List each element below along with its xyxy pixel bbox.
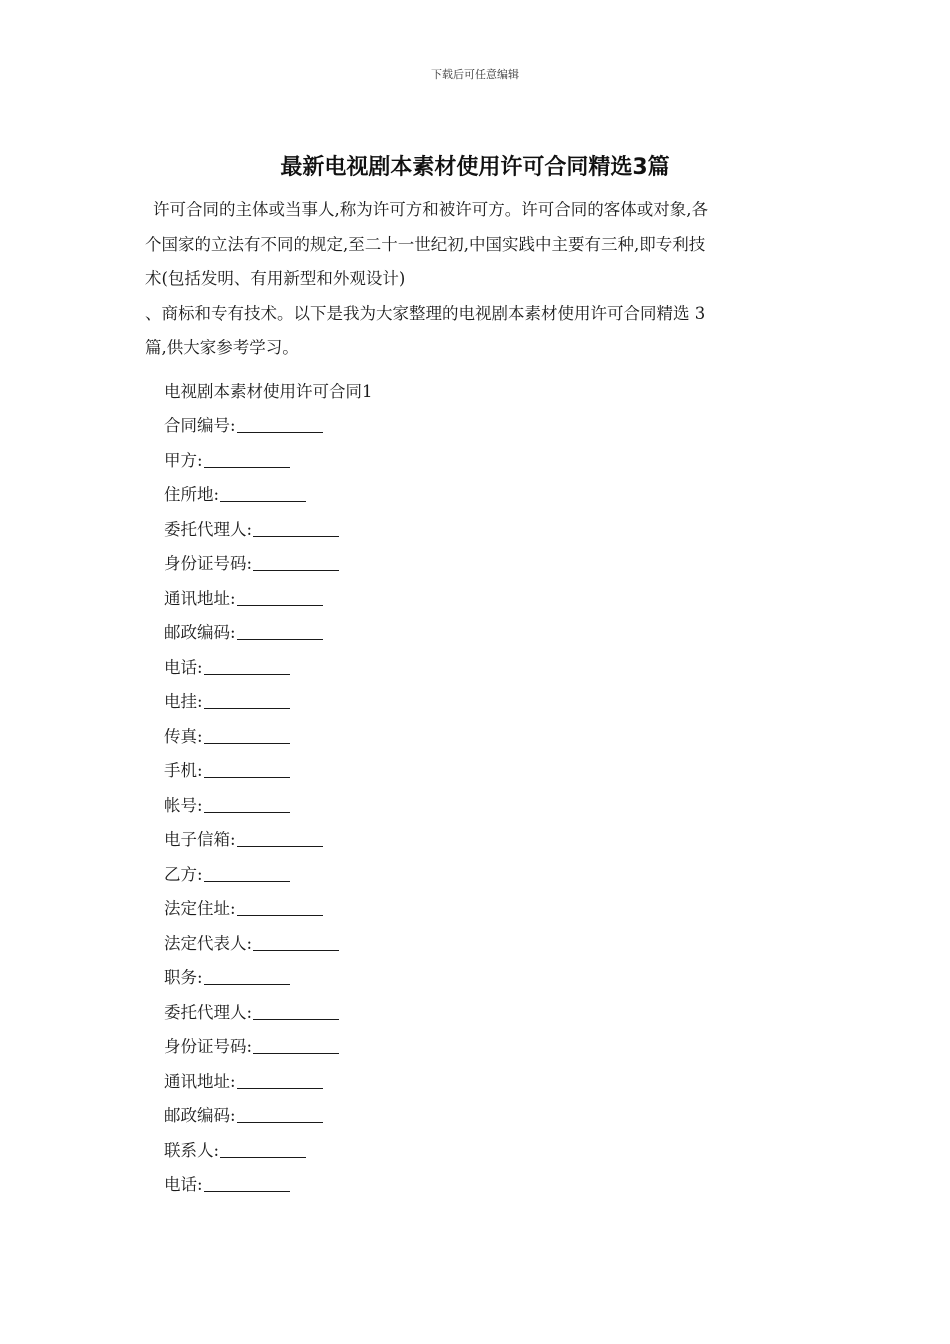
fill-in-blank <box>253 999 339 1020</box>
fill-in-blank <box>204 723 290 744</box>
field-label: 身份证号码: <box>164 1037 253 1056</box>
field-label: 甲方: <box>164 450 203 470</box>
field-label: 电子信箱: <box>164 830 236 849</box>
header-note: 下载后可任意编辑 <box>431 68 519 81</box>
fill-in-blank <box>237 619 323 640</box>
contract-fields <box>164 409 339 1203</box>
field-label: 电挂: <box>164 692 203 711</box>
field-label: 职务: <box>164 968 203 987</box>
field-row <box>164 1168 339 1203</box>
field-label: 法定代表人: <box>164 933 253 953</box>
fill-in-blank <box>204 792 290 813</box>
field-label: 联系人: <box>164 1140 220 1160</box>
field-label: 通讯地址: <box>164 1071 236 1091</box>
fill-in-blank <box>237 412 323 433</box>
field-row <box>164 754 339 789</box>
fill-in-blank <box>237 585 323 606</box>
intro-line: 个国家的立法有不同的规定,至二十一世纪初,中国实践中主要有三种,即专利技 <box>145 234 706 254</box>
field-row <box>164 892 339 927</box>
field-row <box>164 927 339 962</box>
field-row <box>164 651 339 686</box>
intro-line: 篇,供大家参考学习。 <box>145 338 299 357</box>
fill-in-blank <box>204 654 290 675</box>
fill-in-blank <box>253 516 339 537</box>
field-row <box>164 1030 339 1065</box>
field-row <box>164 961 339 996</box>
field-row <box>164 478 339 513</box>
field-row <box>164 1099 339 1134</box>
field-label: 通讯地址: <box>164 588 236 608</box>
field-row <box>164 996 339 1031</box>
field-label: 电话: <box>164 657 203 677</box>
field-label: 乙方: <box>164 864 203 884</box>
field-row <box>164 547 339 582</box>
fill-in-blank <box>204 757 290 778</box>
fill-in-blank <box>237 895 323 916</box>
intro-line: 许可合同的主体或当事人,称为许可方和被许可方。许可合同的客体或对象,各 <box>153 200 708 219</box>
field-label: 合同编号: <box>164 416 236 435</box>
field-row <box>164 409 339 444</box>
fill-in-blank <box>253 550 339 571</box>
section-title: 电视剧本素材使用许可合同1 <box>164 382 373 401</box>
fill-in-blank <box>237 1102 323 1123</box>
intro-line: 、商标和专有技术。以下是我为大家整理的电视剧本素材使用许可合同精选 3 <box>145 303 706 323</box>
fill-in-blank <box>253 930 339 951</box>
field-label: 邮政编码: <box>164 1106 236 1125</box>
field-label: 帐号: <box>164 795 203 815</box>
field-row <box>164 1065 339 1100</box>
field-row <box>164 858 339 893</box>
fill-in-blank <box>204 447 290 468</box>
field-row <box>164 1134 339 1169</box>
fill-in-blank <box>220 481 306 502</box>
fill-in-blank <box>237 826 323 847</box>
intro-line: 术(包括发明、有用新型和外观设计) <box>145 269 406 288</box>
field-row <box>164 685 339 720</box>
fill-in-blank <box>220 1137 306 1158</box>
field-label: 身份证号码: <box>164 554 253 573</box>
field-label: 传真: <box>164 726 203 746</box>
intro-paragraph <box>145 193 810 366</box>
fill-in-blank <box>204 1171 290 1192</box>
field-label: 委托代理人: <box>164 1002 253 1022</box>
fill-in-blank <box>253 1033 339 1054</box>
field-row <box>164 720 339 755</box>
field-row <box>164 444 339 479</box>
fill-in-blank <box>237 1068 323 1089</box>
field-row <box>164 616 339 651</box>
field-label: 住所地: <box>164 485 220 504</box>
field-row <box>164 513 339 548</box>
field-label: 邮政编码: <box>164 623 236 642</box>
field-label: 手机: <box>164 761 203 780</box>
document-title: 最新电视剧本素材使用许可合同精选3篇 <box>280 155 670 180</box>
field-row <box>164 789 339 824</box>
fill-in-blank <box>204 964 290 985</box>
field-row <box>164 582 339 617</box>
fill-in-blank <box>204 861 290 882</box>
field-row <box>164 823 339 858</box>
field-label: 委托代理人: <box>164 519 253 539</box>
fill-in-blank <box>204 688 290 709</box>
field-label: 电话: <box>164 1175 203 1194</box>
field-label: 法定住址: <box>164 899 236 918</box>
